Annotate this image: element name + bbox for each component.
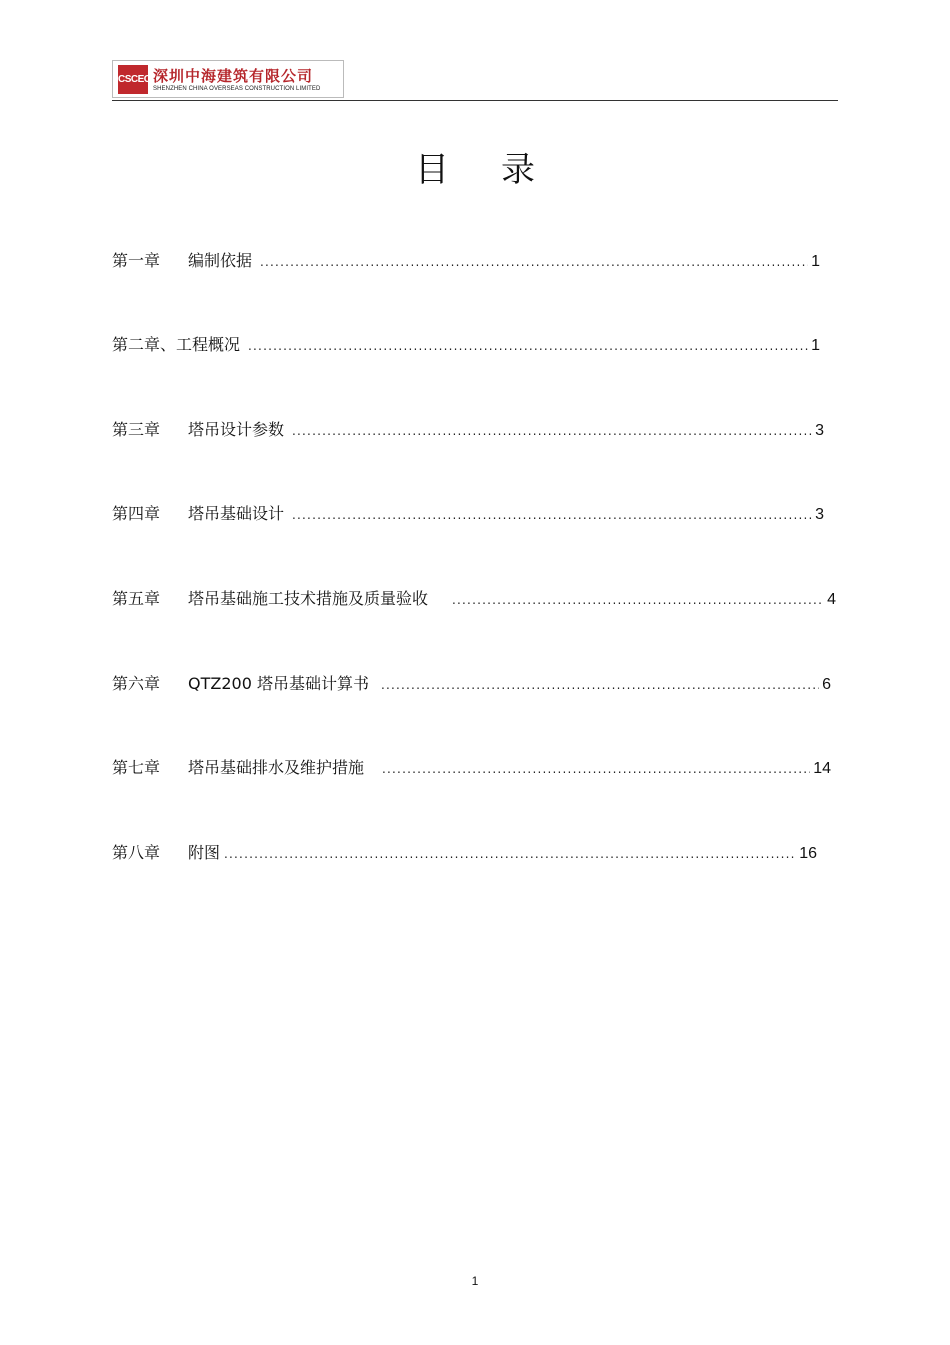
toc-entry[interactable] — [112, 840, 817, 862]
page-header — [112, 60, 838, 101]
toc-entry[interactable] — [112, 501, 824, 523]
toc-label: 塔吊基础排水及维护措施 — [188, 758, 365, 777]
toc-chapter: 第四章 — [112, 504, 161, 523]
toc-chapter: 第一章 — [112, 251, 161, 270]
toc-label: 塔吊基础施工技术措施及质量验收 — [188, 589, 429, 608]
toc-entry[interactable] — [112, 332, 820, 354]
toc-chapter: 第二章、 — [112, 335, 177, 354]
toc-chapter: 第六章 — [112, 674, 161, 693]
company-name-cn: 深圳中海建筑有限公司 — [153, 67, 314, 85]
toc-page: 1 — [811, 337, 820, 354]
company-name-en: SHENZHEN CHINA OVERSEAS CONSTRUCTION LIMITED — [153, 86, 321, 92]
cscec-logo-icon: CSCEC — [118, 65, 148, 94]
toc-leader — [381, 678, 819, 692]
toc-label: 塔吊基础设计 — [188, 504, 285, 523]
toc-page: 6 — [822, 676, 831, 693]
toc-page: 16 — [799, 845, 817, 862]
toc-chapter: 第五章 — [112, 589, 161, 608]
toc-entry[interactable] — [112, 586, 836, 608]
toc-entry[interactable] — [112, 417, 824, 439]
toc-page: 3 — [815, 422, 824, 439]
toc-label: 附图 — [188, 843, 221, 862]
toc-leader — [382, 762, 810, 776]
toc-entry[interactable] — [112, 671, 831, 693]
toc-label: 塔吊设计参数 — [188, 420, 285, 439]
toc-label: 编制依据 — [188, 251, 253, 270]
toc-chapter: 第七章 — [112, 758, 161, 777]
toc-entry[interactable] — [112, 248, 820, 270]
toc-page: 4 — [827, 591, 836, 608]
toc-leader — [260, 255, 808, 269]
toc-leader — [292, 508, 812, 522]
toc-page: 1 — [811, 253, 820, 270]
toc-entry[interactable] — [112, 755, 831, 777]
toc-label: 工程概况 — [176, 335, 241, 354]
company-logo — [112, 60, 344, 98]
toc-page: 3 — [815, 506, 824, 523]
page-title: 目录 — [415, 150, 587, 190]
toc-chapter: 第八章 — [112, 843, 161, 862]
toc-label: QTZ200 塔吊基础计算书 — [188, 674, 369, 693]
toc-leader — [224, 847, 796, 861]
page-number: 1 — [471, 1274, 479, 1288]
toc-chapter: 第三章 — [112, 420, 161, 439]
toc-page: 14 — [813, 760, 831, 777]
toc-leader — [292, 424, 812, 438]
toc-leader — [452, 593, 824, 607]
toc-leader — [248, 339, 808, 353]
